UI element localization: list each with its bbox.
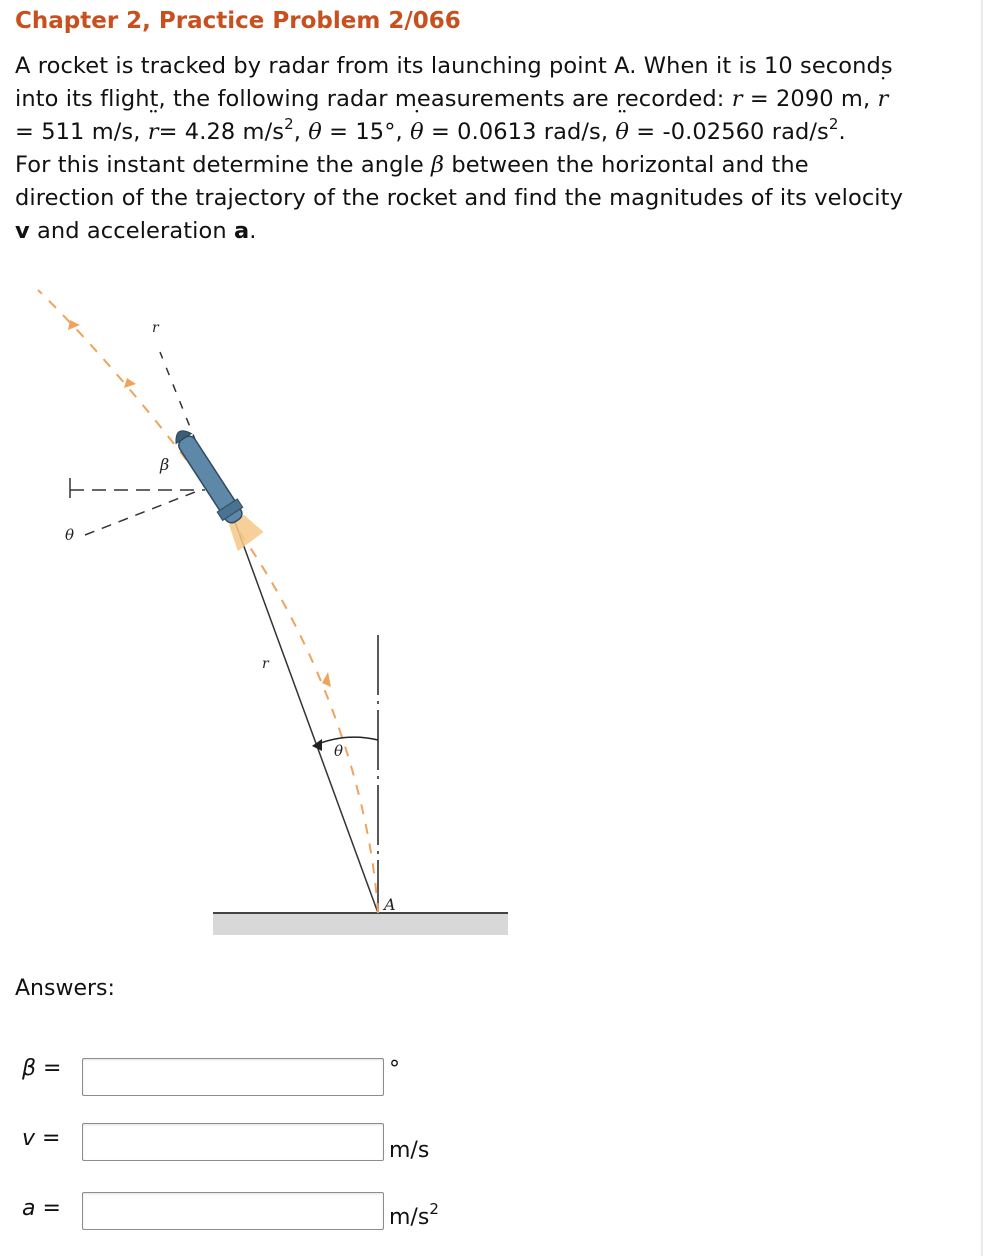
symbol-velocity: v xyxy=(15,218,30,244)
velocity-answer-input[interactable] xyxy=(82,1123,384,1161)
symbol-theta-dot: θ ˙ xyxy=(410,116,424,149)
label-theta-arc: θ xyxy=(334,742,344,760)
symbol-r-ddot: r ¨ xyxy=(148,116,159,149)
theta-reference-dashed xyxy=(85,492,195,535)
r-extension-dashed xyxy=(160,352,196,442)
beta-unit: ° xyxy=(389,1057,400,1082)
problem-statement xyxy=(15,50,970,248)
problem-line-3: = 511 m/s, r ¨= 4.28 $m/s^2$, θ = 15°, θ ˙ = 0.0613 rad/s, θ ¨ = -0.02560 rad/$s^2$. xyxy=(15,116,970,149)
symbol-r: r xyxy=(731,86,743,112)
symbol-beta: β xyxy=(431,152,445,178)
symbol-theta: θ xyxy=(308,119,322,145)
page-right-border xyxy=(981,0,983,1256)
problem-line-2: into its flight, the following radar measurements are recorded: r = 2090 m, r ˙ xyxy=(15,83,970,116)
symbol-r-dot: r ˙ xyxy=(877,83,888,116)
trajectory-path xyxy=(38,290,378,913)
label-point-A: A xyxy=(384,895,396,914)
velocity-unit: m/s xyxy=(389,1138,430,1163)
velocity-label: v = xyxy=(22,1126,61,1151)
symbol-theta-ddot: θ ¨ xyxy=(615,116,629,149)
theta-arc-arrow xyxy=(312,739,322,751)
problem-line-4: For this instant determine the angle β between the horizontal and the xyxy=(15,152,809,178)
theta-arc xyxy=(313,737,378,746)
trajectory-arrow xyxy=(68,320,80,330)
rocket-icon xyxy=(166,423,265,551)
label-theta-left: θ xyxy=(65,526,75,544)
beta-label: β = xyxy=(22,1056,62,1081)
problem-title: Chapter 2, Practice Problem 2/066 xyxy=(15,8,461,34)
label-r-top: r xyxy=(152,320,159,336)
radar-line-r xyxy=(235,522,378,913)
acceleration-unit: $m/s^2$ xyxy=(389,1199,439,1230)
problem-line-1: A rocket is tracked by radar from its launching point A. When it is 10 seconds xyxy=(15,53,893,79)
label-beta: β xyxy=(160,455,170,474)
label-r-mid: r xyxy=(262,656,269,672)
answers-heading: Answers: xyxy=(15,976,115,1001)
acceleration-answer-input[interactable] xyxy=(82,1192,384,1230)
trajectory-arrow xyxy=(124,378,136,388)
problem-line-6: v and acceleration a. xyxy=(15,218,257,244)
rocket-radar-figure xyxy=(0,270,560,950)
acceleration-label: a = xyxy=(22,1196,61,1221)
problem-line-5: direction of the trajectory of the rocket and find the magnitudes of its velocity xyxy=(15,185,903,211)
ground xyxy=(213,913,508,935)
symbol-acceleration: a xyxy=(233,218,250,244)
beta-answer-input[interactable] xyxy=(82,1058,384,1096)
trajectory-arrow xyxy=(322,672,331,687)
